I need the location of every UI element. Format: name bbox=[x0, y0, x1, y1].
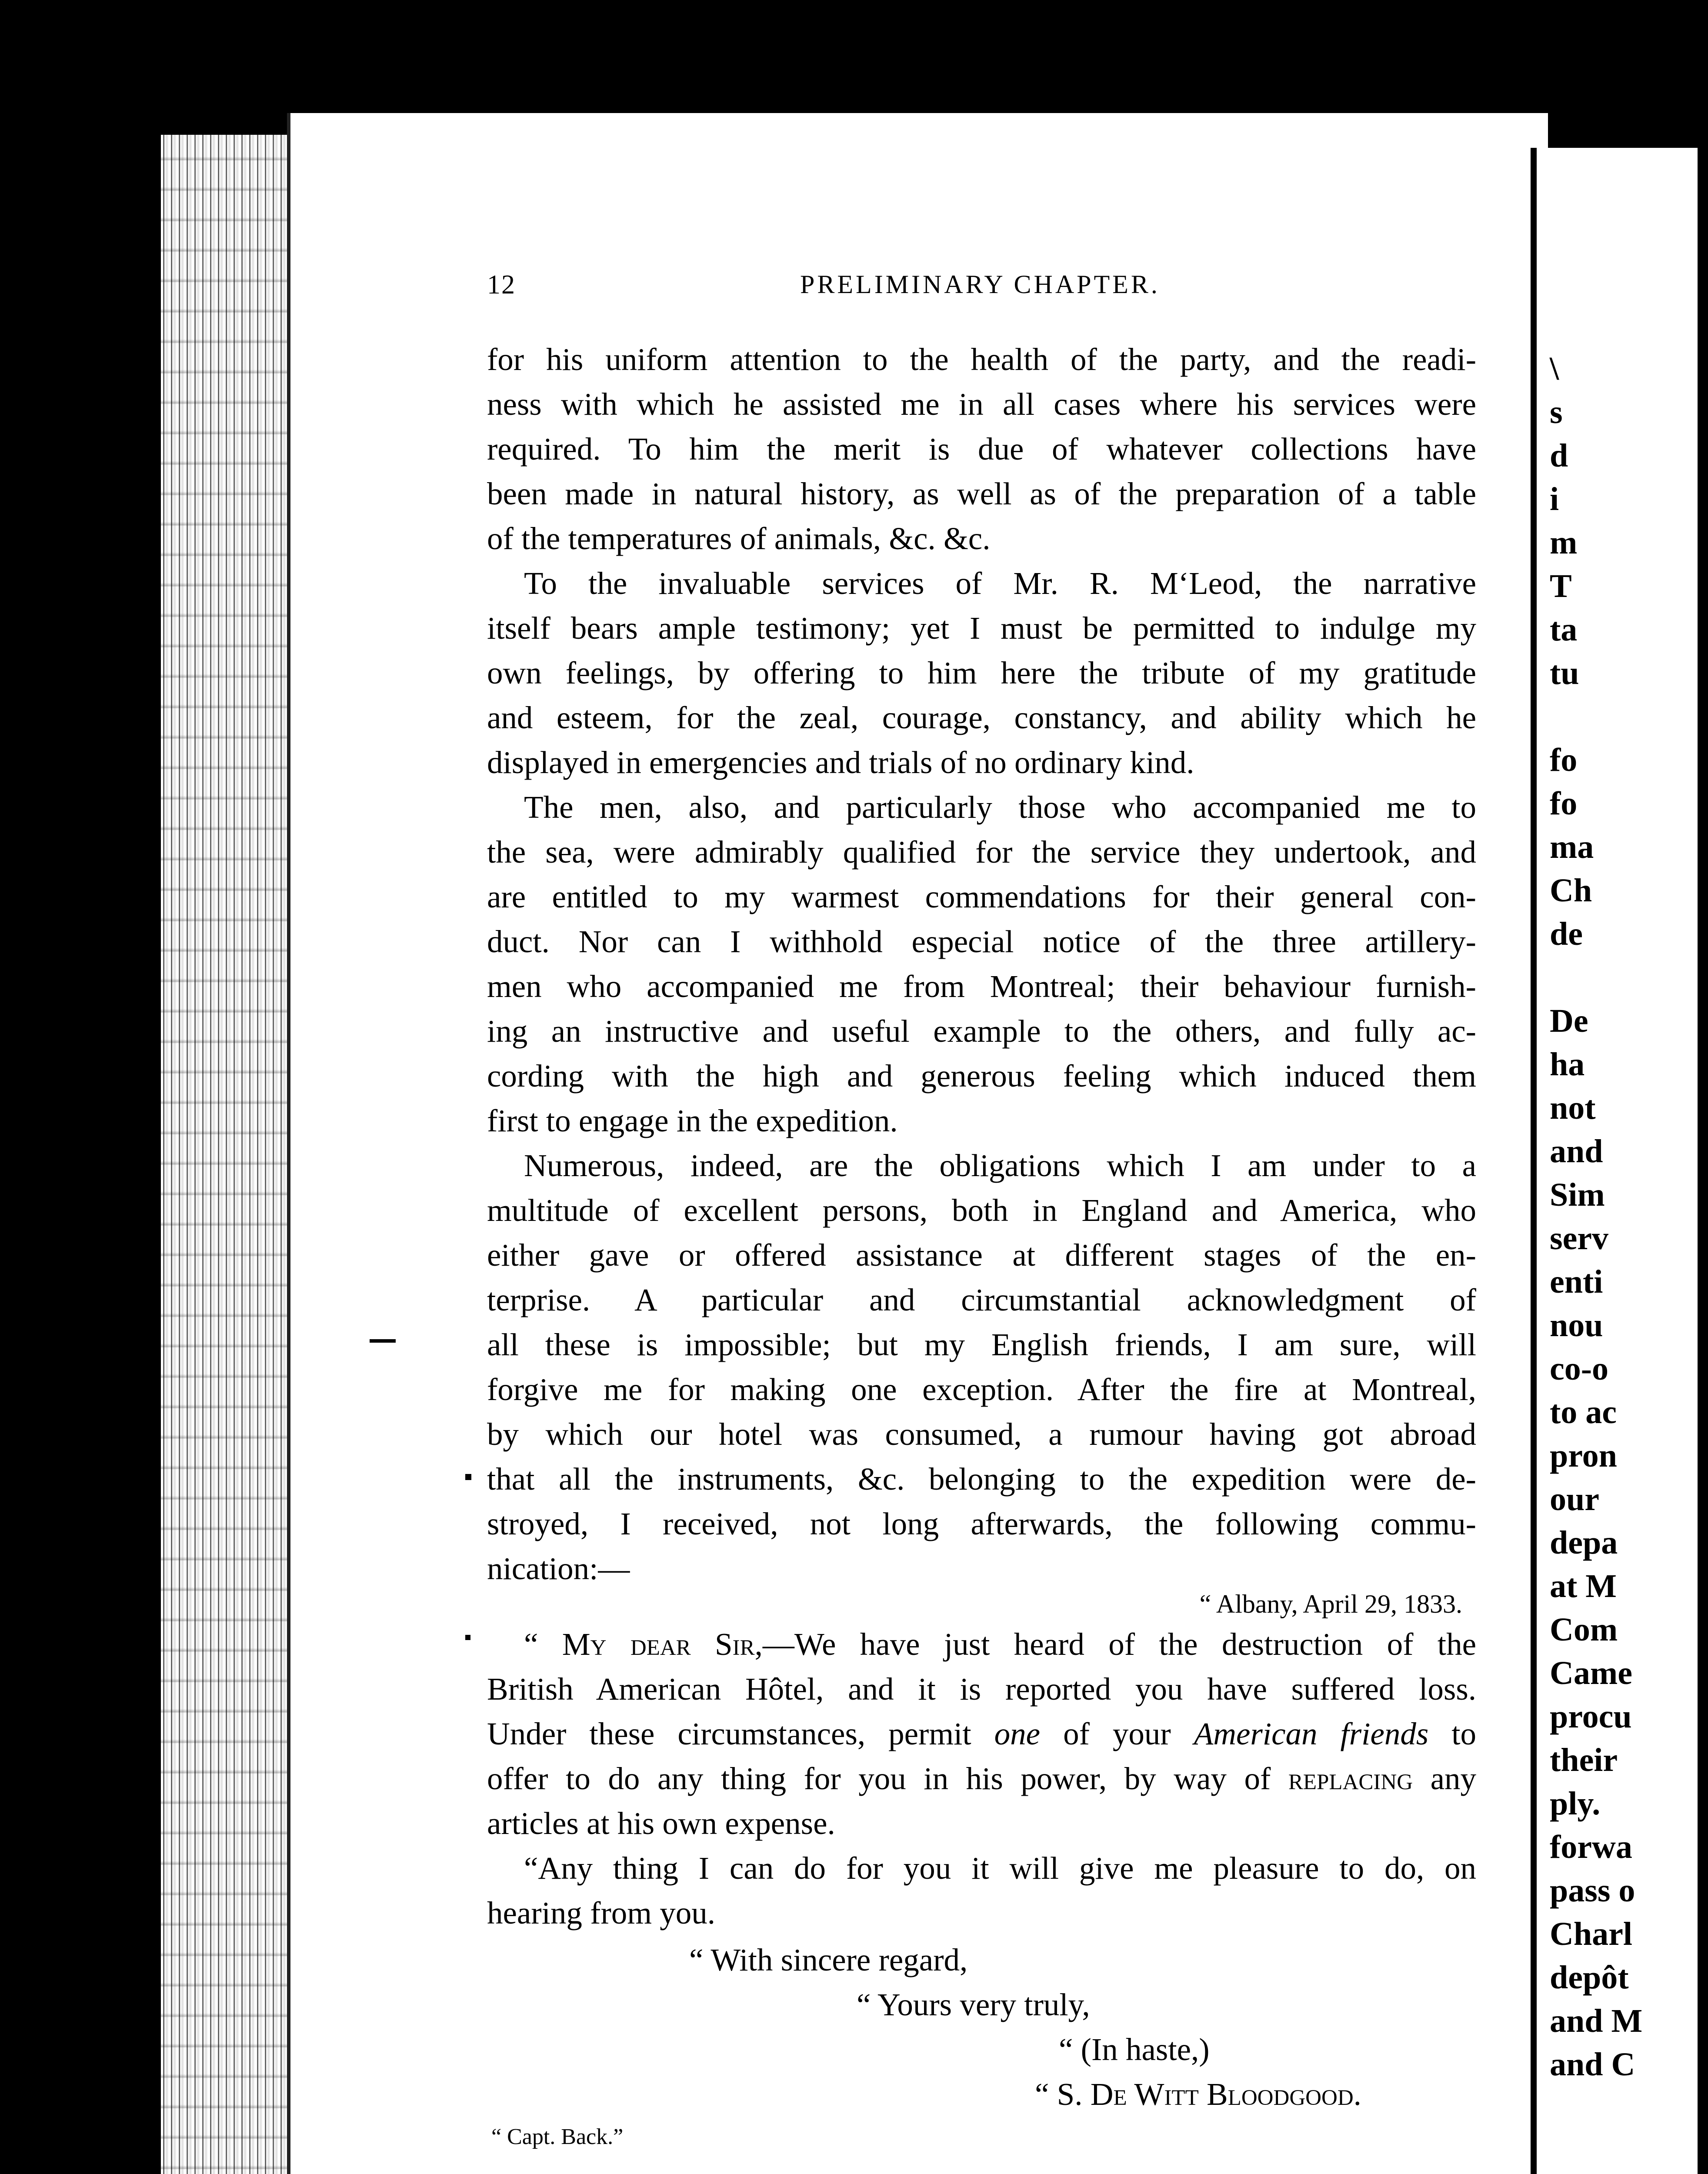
body-line: the sea, were admirably qualified for the service they undertook, and bbox=[487, 834, 1476, 870]
facing-text: our bbox=[1550, 1481, 1599, 1517]
body-line: itself bears ample testimony; yet I must be permitted to indulge my bbox=[487, 610, 1476, 646]
facing-text: forwa bbox=[1550, 1829, 1632, 1865]
body-line: multitude of excellent persons, both in England and America, who bbox=[487, 1193, 1476, 1228]
facing-text: De bbox=[1550, 1003, 1588, 1039]
body-line: The men, also, and particularly those who accompanied me to bbox=[524, 790, 1476, 825]
body-line: ing an instructive and useful example to the others, and fully ac- bbox=[487, 1014, 1476, 1049]
letter-line bbox=[487, 1718, 1476, 1750]
facing-text: Sim bbox=[1550, 1177, 1605, 1213]
scan-speck bbox=[370, 1339, 396, 1343]
letter-dateline: “ Albany, April 29, 1833. bbox=[1199, 1590, 1462, 1618]
facing-text: ta bbox=[1550, 611, 1578, 648]
body-line: cording with the high and generous feeling which induced them bbox=[487, 1058, 1476, 1094]
facing-text: tu bbox=[1550, 655, 1579, 691]
facing-text: at M bbox=[1550, 1568, 1617, 1604]
body-line: terprise. A particular and circumstantial acknowledgment of bbox=[487, 1282, 1476, 1317]
facing-text: depa bbox=[1550, 1524, 1618, 1561]
body-line: for his uniform attention to the health of the party, and the readi- bbox=[487, 342, 1476, 377]
letter-emphasis: one bbox=[994, 1716, 1041, 1751]
facing-text: Ch bbox=[1550, 872, 1592, 909]
letter-text: Under these circumstances, permit bbox=[487, 1716, 971, 1751]
body-line: nication:— bbox=[487, 1551, 630, 1586]
facing-text: Came bbox=[1550, 1655, 1632, 1691]
body-line: been made in natural history, as well as of the preparation of a table bbox=[487, 476, 1476, 511]
body-line: of the temperatures of animals, &c. &c. bbox=[487, 521, 991, 556]
letter-salutation: “ My dear Sir, bbox=[524, 1627, 763, 1662]
body-line: that all the instruments, &c. belonging to the expedition were de- bbox=[487, 1461, 1476, 1497]
page-number: 12 bbox=[487, 270, 516, 300]
facing-text: their bbox=[1550, 1742, 1618, 1778]
facing-text: Com bbox=[1550, 1611, 1618, 1648]
facing-text: \ bbox=[1550, 350, 1559, 387]
facing-text: to ac bbox=[1550, 1394, 1617, 1430]
facing-text: enti bbox=[1550, 1264, 1603, 1300]
letter-closing: “ With sincere regard, bbox=[689, 1942, 968, 1977]
body-line: ness with which he assisted me in all cases where his services were bbox=[487, 387, 1476, 422]
facing-text: and M bbox=[1550, 2003, 1643, 2039]
facing-text: ha bbox=[1550, 1046, 1585, 1083]
body-line: duct. Nor can I withhold especial notice of the three artillery- bbox=[487, 924, 1476, 959]
scan-speck bbox=[465, 1635, 470, 1640]
facing-text: ma bbox=[1550, 829, 1594, 865]
body-line: Numerous, indeed, are the obligations which I am under to a bbox=[524, 1148, 1476, 1183]
body-line: required. To him the merit is due of whatever collections have bbox=[487, 431, 1476, 467]
facing-text: de bbox=[1550, 916, 1583, 952]
body-line: displayed in emergencies and trials of no ordinary kind. bbox=[487, 745, 1194, 780]
facing-text: not bbox=[1550, 1090, 1596, 1126]
body-line: forgive me for making one exception. After the fire at Montreal, bbox=[487, 1372, 1476, 1407]
facing-text: fo bbox=[1550, 785, 1578, 822]
facing-text: Charl bbox=[1550, 1916, 1632, 1952]
letter-line bbox=[524, 1628, 1476, 1660]
letter-addressee: “ Capt. Back.” bbox=[491, 2124, 624, 2149]
letter-text: of your bbox=[1063, 1716, 1171, 1751]
letter-line: articles at his own expense. bbox=[487, 1806, 835, 1841]
facing-text: pass o bbox=[1550, 1872, 1635, 1909]
body-line: all these is impossible; but my English friends, I am sure, will bbox=[487, 1327, 1476, 1362]
body-line: stroyed, I received, not long afterwards, the following commu- bbox=[487, 1506, 1476, 1541]
facing-text: fo bbox=[1550, 742, 1578, 778]
body-line: by which our hotel was consumed, a rumour having got abroad bbox=[487, 1417, 1476, 1452]
facing-text: T bbox=[1550, 568, 1572, 604]
letter-text: to bbox=[1451, 1716, 1477, 1751]
facing-text: procu bbox=[1550, 1698, 1632, 1735]
body-line: are entitled to my warmest commendations for their general con- bbox=[487, 879, 1476, 914]
facing-text: ply. bbox=[1550, 1785, 1601, 1822]
facing-text: pron bbox=[1550, 1437, 1617, 1474]
letter-line: British American Hôtel, and it is reported you have suffered loss. bbox=[487, 1671, 1476, 1707]
scan-speck bbox=[465, 1474, 471, 1480]
letter-line bbox=[487, 1763, 1476, 1794]
letter-text: any bbox=[1430, 1761, 1476, 1796]
letter-text: —We have just heard of the destruction of the bbox=[762, 1627, 1476, 1662]
letter-line: hearing from you. bbox=[487, 1895, 716, 1931]
letter-signature: “ S. De Witt Bloodgood. bbox=[1035, 2077, 1361, 2112]
facing-text: depôt bbox=[1550, 1959, 1629, 1996]
facing-text: nou bbox=[1550, 1307, 1603, 1344]
letter-line: “Any thing I can do for you it will give me pleasure to do, on bbox=[524, 1851, 1476, 1886]
facing-text: and bbox=[1550, 1133, 1603, 1170]
running-head-title: PRELIMINARY CHAPTER. bbox=[800, 270, 1160, 299]
facing-text: d bbox=[1550, 437, 1568, 474]
body-line: and esteem, for the zeal, courage, constancy, and ability which he bbox=[487, 700, 1476, 735]
facing-text: i bbox=[1550, 481, 1559, 517]
body-line: first to engage in the expedition. bbox=[487, 1103, 898, 1138]
facing-text: s bbox=[1550, 394, 1563, 430]
running-header bbox=[487, 270, 1461, 309]
body-line: own feelings, by offering to him here the tribute of my gratitude bbox=[487, 655, 1476, 690]
letter-text: offer to do any thing for you in his power, by way of bbox=[487, 1761, 1271, 1796]
body-line: either gave or offered assistance at different stages of the en- bbox=[487, 1237, 1476, 1273]
facing-text: co-o bbox=[1550, 1350, 1609, 1387]
letter-closing: “ Yours very truly, bbox=[857, 1987, 1090, 2022]
facing-text: m bbox=[1550, 524, 1578, 561]
facing-text: and C bbox=[1550, 2046, 1635, 2083]
book-page-edges bbox=[161, 135, 289, 2174]
facing-page bbox=[1531, 148, 1698, 2174]
letter-emphasis: American friends bbox=[1194, 1716, 1429, 1751]
body-line: men who accompanied me from Montreal; their behaviour furnish- bbox=[487, 969, 1476, 1004]
letter-emphasis: replacing bbox=[1288, 1761, 1413, 1796]
facing-text: serv bbox=[1550, 1220, 1609, 1257]
letter-closing: “ (In haste,) bbox=[1059, 2032, 1210, 2067]
body-line: To the invaluable services of Mr. R. M‘Leod, the narrative bbox=[524, 566, 1476, 601]
